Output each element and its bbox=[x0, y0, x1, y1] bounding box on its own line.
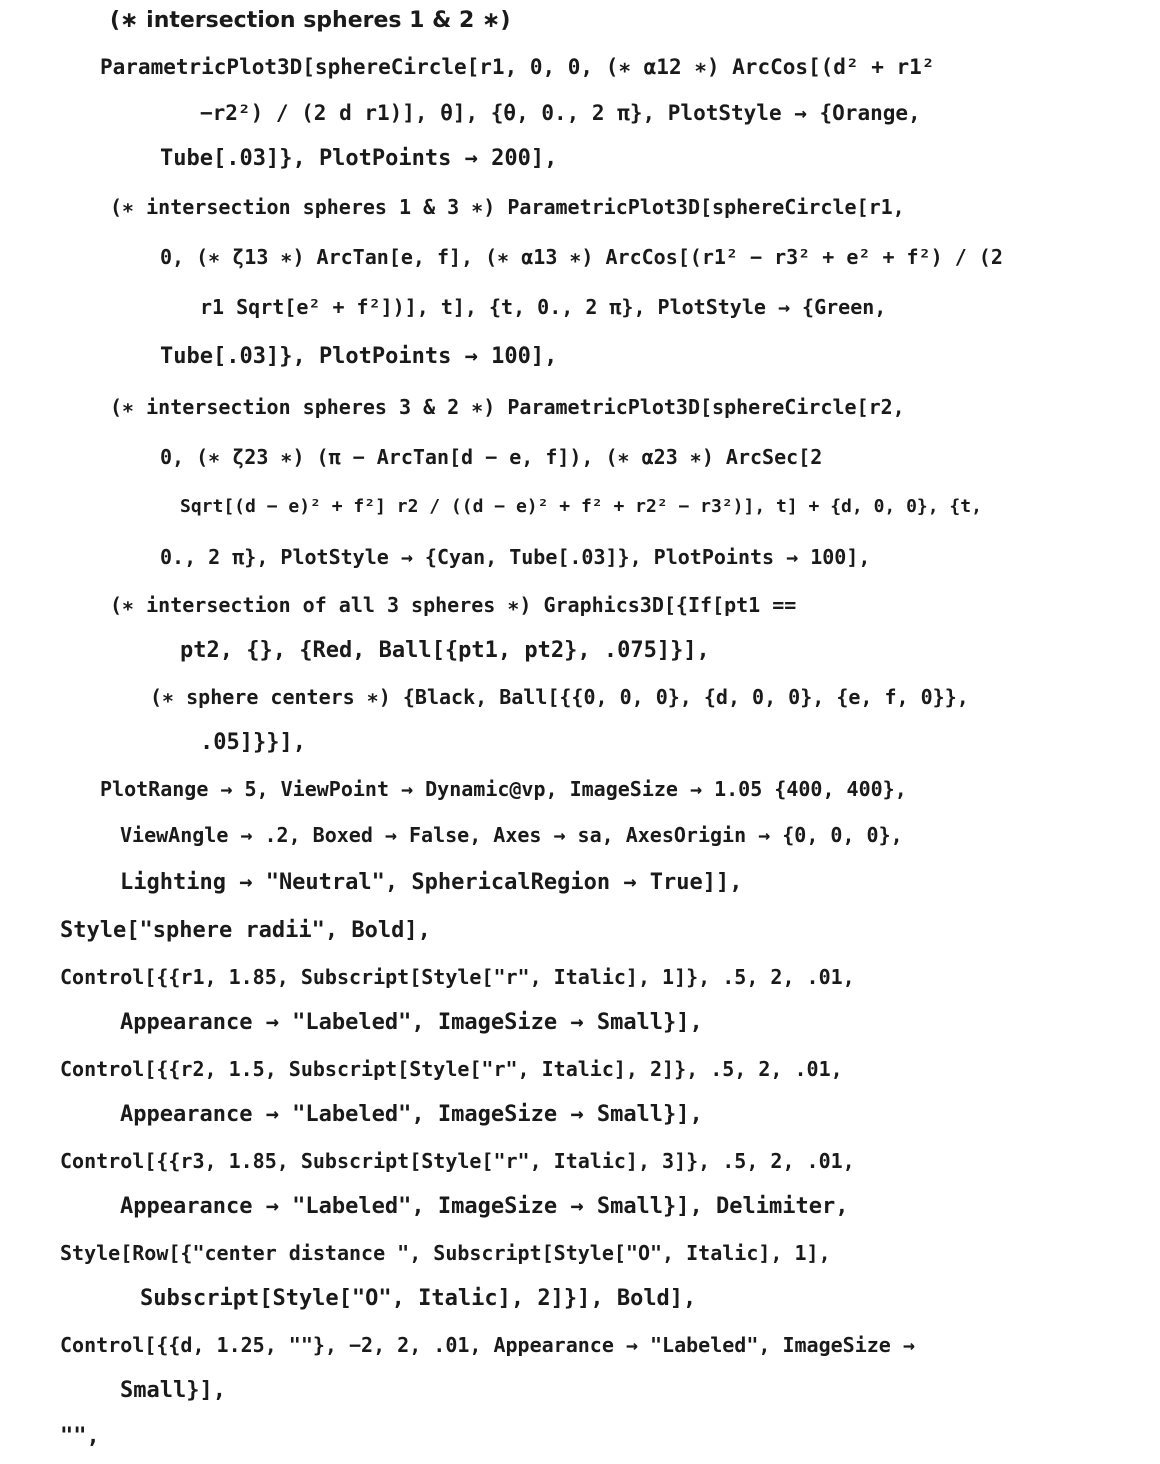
code-line: Control[{{r3, 1.85, Subscript[Style["r", Italic], 3]}, .5, 2, .01, bbox=[60, 1149, 855, 1173]
code-line: ParametricPlot3D[sphereCircle[r1, 0, 0, (∗ α12 ∗) ArcCos[(d² + r1² bbox=[100, 55, 935, 79]
code-line: Lighting → "Neutral", SphericalRegion → True]], bbox=[120, 870, 743, 895]
code-line: Control[{{r2, 1.5, Subscript[Style["r", Italic], 2]}, .5, 2, .01, bbox=[60, 1057, 843, 1081]
code-line: "", bbox=[60, 1424, 100, 1449]
code-line: Control[{{d, 1.25, ""}, −2, 2, .01, Appearance → "Labeled", ImageSize → bbox=[60, 1333, 915, 1357]
code-line: Appearance → "Labeled", ImageSize → Small}], bbox=[120, 1010, 703, 1035]
code-line: Style["sphere radii", Bold], bbox=[60, 918, 431, 943]
code-line: (∗ intersection spheres 3 & 2 ∗) ParametricPlot3D[sphereCircle[r2, bbox=[110, 395, 905, 419]
code-line: ViewAngle → .2, Boxed → False, Axes → sa, AxesOrigin → {0, 0, 0}, bbox=[120, 823, 903, 847]
code-line: pt2, {}, {Red, Ball[{pt1, pt2}, .075]}], bbox=[180, 638, 710, 663]
code-line: −r2²) / (2 d r1)], θ], {θ, 0., 2 π}, PlotStyle → {Orange, bbox=[200, 101, 921, 125]
code-line: PlotRange → 5, ViewPoint → Dynamic@vp, ImageSize → 1.05 {400, 400}, bbox=[100, 777, 907, 801]
code-line: Tube[.03]}, PlotPoints → 100], bbox=[160, 344, 558, 369]
code-line: Small}], bbox=[120, 1378, 226, 1403]
code-line: (∗ sphere centers ∗) {Black, Ball[{{0, 0, 0}, {d, 0, 0}, {e, f, 0}}, bbox=[150, 685, 969, 709]
code-line: (∗ intersection of all 3 spheres ∗) Graphics3D[{If[pt1 == bbox=[110, 593, 797, 617]
code-line: Subscript[Style["O", Italic], 2]}], Bold], bbox=[140, 1286, 697, 1311]
code-line: Style[Row[{"center distance ", Subscript[Style["O", Italic], 1], bbox=[60, 1241, 831, 1265]
code-line: 0., 2 π}, PlotStyle → {Cyan, Tube[.03]}, PlotPoints → 100], bbox=[160, 545, 871, 569]
code-line: Appearance → "Labeled", ImageSize → Small}], Delimiter, bbox=[120, 1194, 849, 1219]
code-line: Appearance → "Labeled", ImageSize → Small}], bbox=[120, 1102, 703, 1127]
code-line: .05]}}], bbox=[200, 730, 306, 755]
code-line: r1 Sqrt[e² + f²])], t], {t, 0., 2 π}, PlotStyle → {Green, bbox=[200, 295, 887, 319]
code-line: Control[{{r1, 1.85, Subscript[Style["r", Italic], 1]}, .5, 2, .01, bbox=[60, 965, 855, 989]
code-line: (∗ intersection spheres 1 & 3 ∗) ParametricPlot3D[sphereCircle[r1, bbox=[110, 195, 905, 219]
code-line: 0, (∗ ζ23 ∗) (π − ArcTan[d − e, f]), (∗ α23 ∗) ArcSec[2 bbox=[160, 445, 823, 469]
code-line: (∗ intersection spheres 1 & 2 ∗) bbox=[110, 8, 511, 33]
code-line: Tube[.03]}, PlotPoints → 200], bbox=[160, 146, 558, 171]
code-line: Sqrt[(d − e)² + f²] r2 / ((d − e)² + f² + r2² − r3²)], t] + {d, 0, 0}, {t, bbox=[180, 496, 982, 517]
code-line: 0, (∗ ζ13 ∗) ArcTan[e, f], (∗ α13 ∗) ArcCos[(r1² − r3² + e² + f²) / (2 bbox=[160, 245, 1003, 269]
